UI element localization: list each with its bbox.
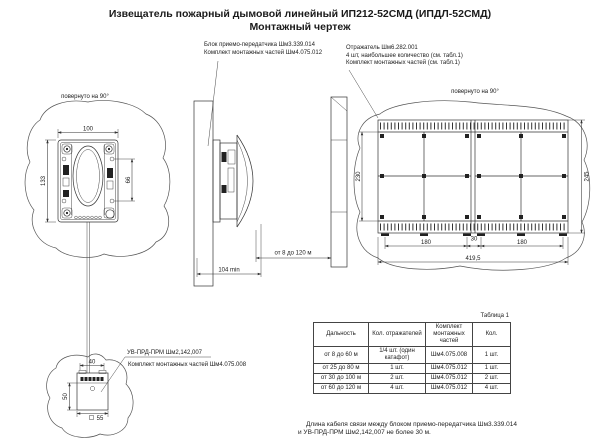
cable-note-line1: Длина кабеля связи между блоком приемо-передатчика Шм3.339.014 — [306, 421, 517, 428]
reflector-callout-line1: Отражатель Шм6.282.001 — [346, 45, 418, 51]
reflector-callout-line3: Комплект монтажных частей (см. табл.1) — [346, 60, 460, 67]
front-rotated-label: повернуто на 90° — [61, 94, 109, 100]
cable-note — [298, 421, 590, 437]
reflector-table — [313, 322, 511, 394]
uv-kit-label: Комплект монтажных частей Шм4.075.008 — [128, 362, 247, 368]
mounting-plate — [213, 140, 220, 222]
reflector-edge-view — [331, 97, 347, 267]
doc-title: Извещатель пожарный дымовой линейный ИП212-52СМД (ИПДЛ-52СМД) — [108, 8, 492, 20]
col-reflector-qty: Кол. отражателей — [369, 323, 426, 347]
panel-mount-markers — [380, 134, 566, 219]
transmitter-callout-line2: Комплект монтажных частей Шм4.075.012 — [204, 49, 323, 56]
square-symbol — [90, 416, 94, 420]
table-row: от 8 до 60 м 1/4 шт. (один катафот) Шм4.075.008 1 шт. — [314, 347, 511, 364]
detector-dome-inner — [237, 140, 248, 222]
table-row: от 30 до 100 м 2 шт. Шм4.075.012 2 шт. — [314, 374, 511, 384]
table-row: от 25 до 80 м 1 шт. Шм4.075.012 1 шт. — [314, 364, 511, 374]
panel-left-dim: 230 — [355, 171, 362, 182]
table-row: от 60 до 120 м 4 шт. Шм4.075.012 4 шт. — [314, 384, 511, 394]
table-caption: Таблица 1 — [480, 313, 509, 319]
col-range: Дальность — [314, 323, 369, 347]
mounting-pads — [62, 144, 114, 218]
front-view — [25, 94, 170, 373]
panel-right-dim: 245 — [584, 171, 591, 182]
panel-frame — [378, 120, 568, 233]
table-header-row — [314, 323, 511, 347]
panel-seg1-dim: 180 — [420, 239, 432, 246]
reflector-panel-view — [349, 70, 591, 270]
lens-opening — [73, 146, 103, 206]
panel-gap-dim: 30 — [470, 236, 478, 243]
uv-terminals — [81, 377, 104, 381]
uv-box-label: УВ-ПРД-ПРМ Шм2,142,007 — [127, 350, 203, 356]
panel-rotated-label: повернуто на 90° — [451, 89, 499, 95]
front-side-dim: 66 — [125, 176, 132, 184]
col-kit: Комплект монтажных частей — [426, 323, 473, 347]
reflector-callout-line2: 4 шт, наибольшее количество (см. табл.1) — [346, 52, 463, 59]
uv-bottom-dim: 55 — [96, 415, 104, 422]
reflector-callout — [346, 45, 463, 68]
uv-box-view — [47, 350, 247, 437]
uv-height-dim: 50 — [63, 393, 69, 400]
front-width-dim: 100 — [82, 126, 94, 133]
uv-cloud-outline — [47, 354, 133, 437]
front-height-dim: 133 — [41, 175, 47, 187]
col-qty: Кол. — [473, 323, 511, 347]
transmitter-callout — [204, 42, 322, 57]
detector-dome-outer — [237, 135, 253, 227]
panel-seg2-dim: 180 — [516, 239, 528, 246]
reflector-leader-line — [349, 70, 378, 118]
terminal-dots — [75, 216, 102, 219]
terminal-blocks — [62, 157, 114, 203]
cable-note-line2: и УВ-ПРД-ПРМ Шм2,142,007 не более 30 м. — [298, 429, 431, 436]
uv-width-dim: 40 — [88, 359, 96, 366]
depth-min-dim: 104 min — [218, 267, 240, 274]
side-view — [194, 61, 331, 286]
doc-subtitle: Монтажный чертеж — [249, 21, 351, 33]
transmitter-callout-line1: Блок приемо-передатчика Шм3.339.014 — [204, 42, 315, 48]
panel-cloud-outline — [354, 101, 590, 270]
panel-total-dim: 419,5 — [465, 255, 481, 262]
range-dim: от 8 до 120 м — [274, 250, 312, 257]
